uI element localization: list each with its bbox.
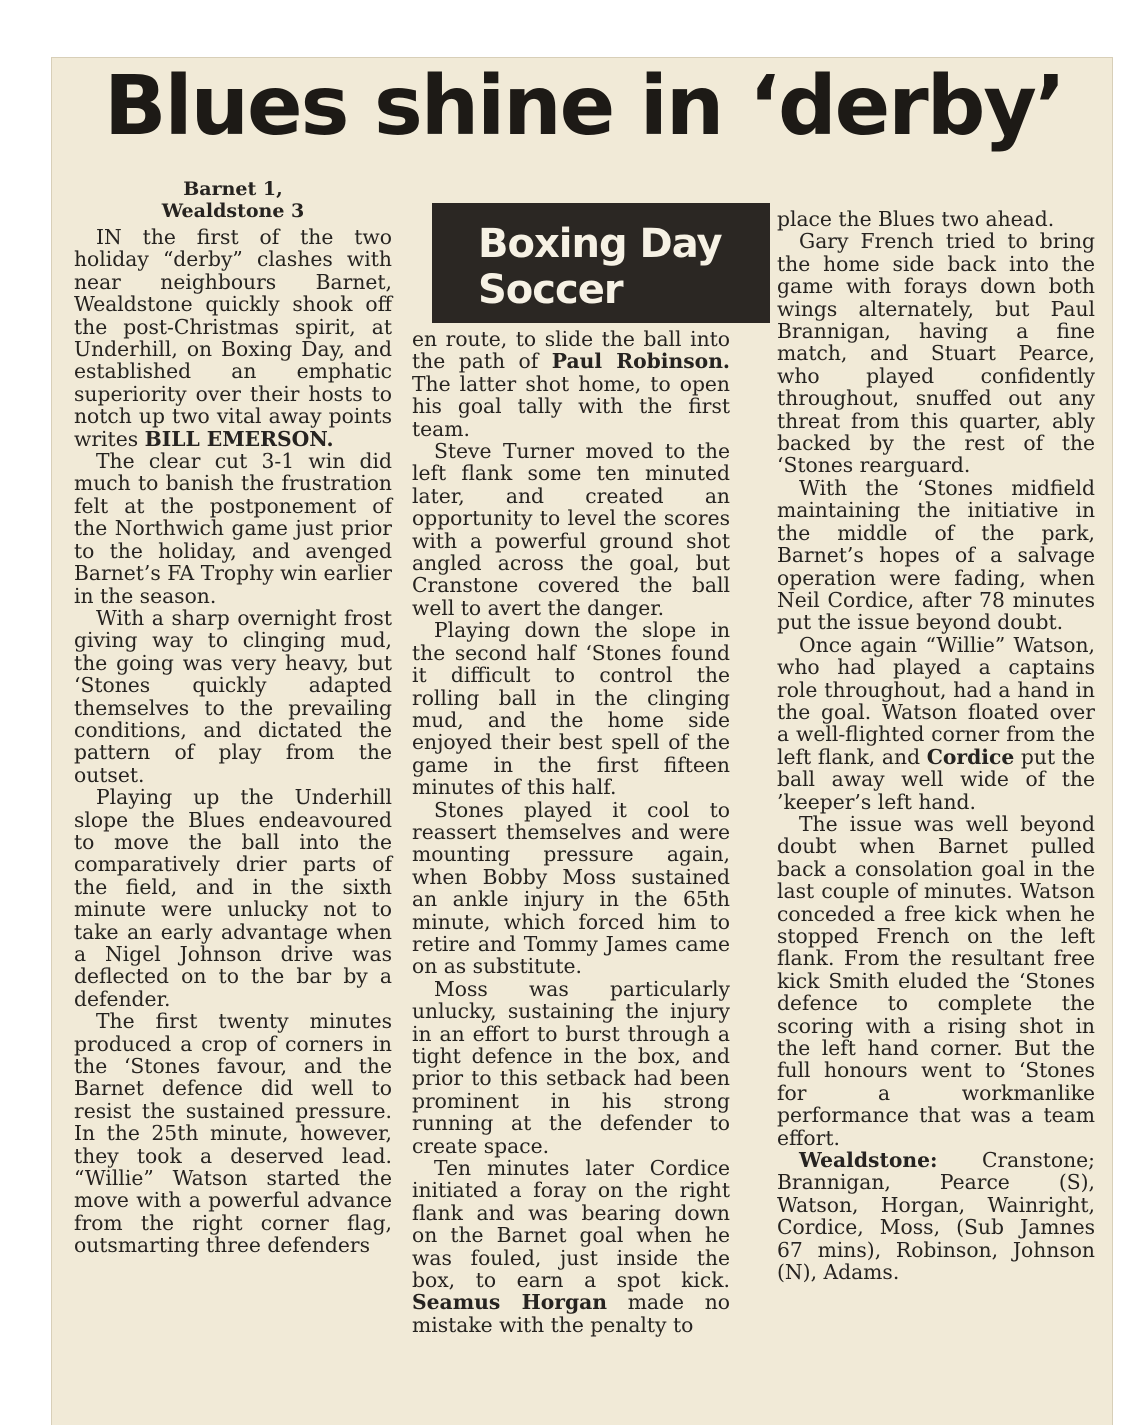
box-line-1: Boxing Day (478, 221, 722, 267)
match-result (74, 178, 392, 222)
paragraph: The first twenty minutes produced a crop of corners in the ‘Stones favour, and the Barnet defence did well to resist the sustained pressure. In the 25th minute, however, they took a deserved lead. “Willie” Watson started the move with a powerful advance from the right corner flag, outsmarting three defenders (74, 1009, 392, 1258)
paragraph-text: Ten minutes later Cordice initiated a foray on the right flank and was bearing down on the Barnet goal when he was fouled, just inside the box, to earn a spot kick. (412, 1156, 730, 1293)
paragraph (777, 634, 1095, 813)
paragraph: place the Blues two ahead. (777, 207, 1055, 231)
player-name: Seamus Horgan (412, 1290, 608, 1315)
paragraph: With a sharp overnight frost giving way to clinging mud, the going was very heavy, but ‘Stones quickly adapted themselves to the prevailing conditions, and dictated the pattern of play from the outset. (74, 605, 392, 787)
paragraph: Steve Turner moved to the left flank some ten minuted later, and created an opportunity to level the scores with a powerful ground shot angled across the goal, but Cranstone covered the ball well to avert the danger. (412, 439, 730, 620)
paragraph (412, 1157, 730, 1336)
paragraph: Moss was particularly unlucky, sustaining the injury in an effort to burst through a tight defence in the box, and prior to this setback had been prominent in his strong running at the defender to create space. (412, 976, 730, 1158)
paragraph (412, 328, 730, 440)
result-line-1: Barnet 1, (183, 178, 283, 200)
player-name: Cordice (926, 744, 1015, 769)
paragraph-text: IN the first of the two holiday “derby” clashes with near neighbours Barnet, Wealdstone quickly shook off the post-Christmas spirit, at Underhill, on Boxing Day, and established an emphatic superiority over their hosts to notch up two vital away points writes (74, 225, 392, 451)
paragraph: Stones played it cool to reassert themselves and were mounting pressure again, when Bobby Moss sustained an ankle injury in the 65th minute, which forced him to retire and Tommy James came on as substitute. (412, 797, 730, 979)
paragraph-text: The latter shot home, to open his goal tally with the first team. (412, 371, 730, 441)
paragraph: Playing up the Underhill slope the Blues endeavoured to move the ball into the comparatively drier parts of the field, and in the sixth minute were unlucky not to take an early advantage when a Nigel Johnson drive was deflected on to the bar by a defender. (74, 785, 392, 1011)
paragraph: Gary French tried to bring the home side back into the game with forays down both wings alternately, but Paul Brannigan, having a fine match, and Stuart Pearce, who played confidently throughout, snuffed out any threat from this quarter, ably backed by the rest of the ‘Stones rearguard. (777, 229, 1095, 478)
headline: Blues shine in ‘derby’ (104, 59, 1065, 154)
paragraph (74, 226, 392, 450)
lineup-text: Cranstone; Brannigan, Pearce (S), Watson, Horgan, Wainright, Cordice, Moss, (Sub Jamnes 67 mins), Robinson, Johnson (N), Adams. (777, 1148, 1095, 1285)
paragraph: The issue was well beyond doubt when Barnet pulled back a consolation goal in the last couple of minutes. Watson conceded a free kick when he stopped French on the left flank. From the resultant free kick Smith eluded the ‘Stones defence to complete the scoring with a rising shot in the left hand corner. But the full honours went to ‘Stones for a workmanlike performance that was a team effort. (777, 811, 1095, 1150)
paragraph-text: put the ball away well wide of the ’keeper’s left hand. (777, 744, 1095, 814)
paragraph: The clear cut 3-1 win did much to banish the frustration felt at the postponement of the Northwich game just prior to the holiday, and avenged Barnet’s FA Trophy win earlier in the season. (74, 449, 392, 608)
player-name: Paul Robinson. (551, 349, 730, 374)
newspaper-clipping (52, 58, 1112, 1425)
paragraph-text: made no mistake with the penalty to (412, 1290, 730, 1337)
lineup-label: Wealdstone: (799, 1148, 938, 1173)
boxing-day-soccer-box (432, 203, 770, 323)
article-column-1 (74, 178, 392, 1257)
paragraph: Playing down the slope in the second half ‘Stones found it difficult to control the rolling ball in the clinging mud, and the home side enjoyed their best spell of the game in the first fifteen minutes of this half. (412, 618, 730, 800)
author-byline: BILL EMERSON. (144, 426, 334, 451)
paragraph-text: en route, to slide the ball into the path of (412, 327, 730, 374)
team-lineup (777, 1149, 1095, 1283)
article-column-3 (777, 208, 1095, 1284)
box-line-2: Soccer (478, 267, 623, 313)
paragraph-text: Once again “Willie” Watson, who had played a captains role throughout, had a hand in the goal. Watson floated over a well-flighted corner from the left flank, and (777, 632, 1095, 769)
result-line-2: Wealdstone 3 (161, 200, 305, 222)
article-column-2 (412, 328, 730, 1336)
paragraph: With the ‘Stones midfield maintaining the initiative in the middle of the park, Barnet’s hopes of a salvage operation were fading, when Neil Cordice, after 78 minutes put the issue beyond doubt. (777, 475, 1095, 635)
